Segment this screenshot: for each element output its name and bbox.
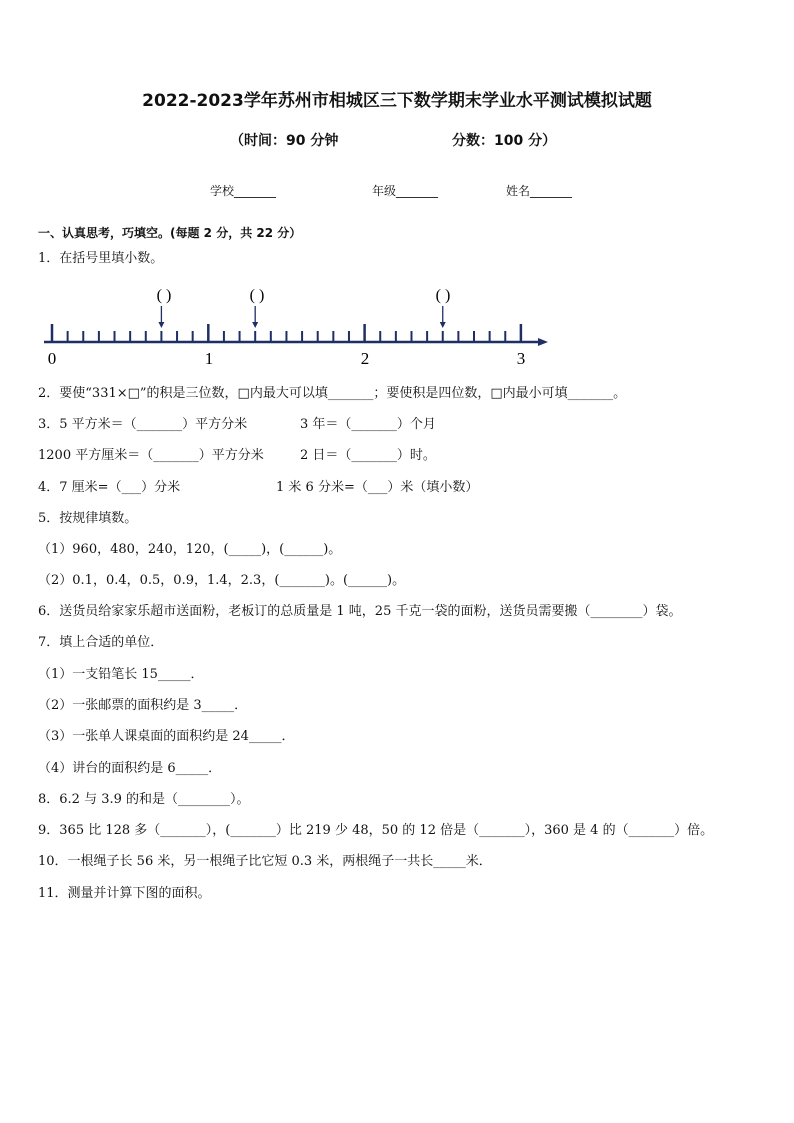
number-line-figure [30,282,570,372]
question-2: 2．要使“331×□”的积是三位数，□内最大可以填_______；要使积是四位数，□内最小可填_______。 [38,386,627,401]
question-7-3: （3）一张单人课桌面的面积约是 24_____． [38,729,295,744]
question-10: 10．一根绳子长 56 米，另一根绳子比它短 0.3 米，两根绳子一共长_____米． [38,854,492,869]
blank-2: ( ) [249,287,265,304]
name-field: 姓名_______ [506,184,573,198]
question-4a: 4．7 厘米=（___）分米 [38,480,181,495]
tick-label-2: 2 [360,349,370,368]
number-line-ticks [52,324,521,342]
question-3c: 1200 平方厘米＝（_______）平方分米 [38,448,264,463]
question-6: 6．送货员给家家乐超市送面粉，老板订的总质量是 1 吨，25 千克一袋的面粉，送货员需要搬（________）袋。 [38,604,682,619]
question-11: 11．测量并计算下图的面积。 [38,886,211,901]
exam-time: （时间：90 分钟 [230,133,339,149]
question-8: 8．6.2 与 3.9 的和是（________）。 [38,792,250,807]
blank-1: ( ) [156,287,172,304]
tick-label-3: 3 [516,349,526,368]
question-4b: 1 米 6 分米=（___）米（填小数） [276,480,479,495]
question-5-1: （1）960，480，240，120，(_____)，(______)。 [38,542,342,557]
question-7-2: （2）一张邮票的面积约是 3_____． [38,698,248,713]
question-9: 9．365 比 128 多（_______），(_______）比 219 少 48，50 的 12 倍是（_______），360 是 4 的（_______）倍。 [38,823,714,838]
section-title: 一、认真思考，巧填空。(每题 2 分，共 22 分） [38,226,302,240]
question-7-1: （1）一支铅笔长 15_____． [38,667,204,682]
pointer-arrowhead-3 [440,322,446,328]
question-7-4: （4）讲台的面积约是 6_____． [38,761,222,776]
question-7: 7．填上合适的单位． [38,635,164,650]
tick-label-1: 1 [204,349,214,368]
blank-3: ( ) [435,287,451,304]
exam-score: 分数：100 分） [452,133,557,149]
number-line-arrowhead [538,338,548,346]
page-title: 2022-2023学年苏州市相城区三下数学期末学业水平测试模拟试题 [142,91,652,111]
pointer-arrows [158,306,445,328]
tick-label-0: 0 [47,349,57,368]
question-1: 1．在括号里填小数。 [38,251,164,266]
grade-field: 年级_______ [372,184,439,198]
question-3b: 3 年＝（_______）个月 [300,417,436,432]
question-5: 5．按规律填数。 [38,511,138,526]
question-5-2: （2）0.1，0.4，0.5，0.9，1.4，2.3，(_______)。(______)。 [38,573,406,588]
school-field: 学校_______ [210,184,277,198]
pointer-arrowhead-2 [252,322,258,328]
pointer-arrowhead-1 [158,322,164,328]
question-3d: 2 日＝（_______）时。 [300,448,436,463]
question-3a: 3．5 平方米＝（_______）平方分米 [38,417,248,432]
